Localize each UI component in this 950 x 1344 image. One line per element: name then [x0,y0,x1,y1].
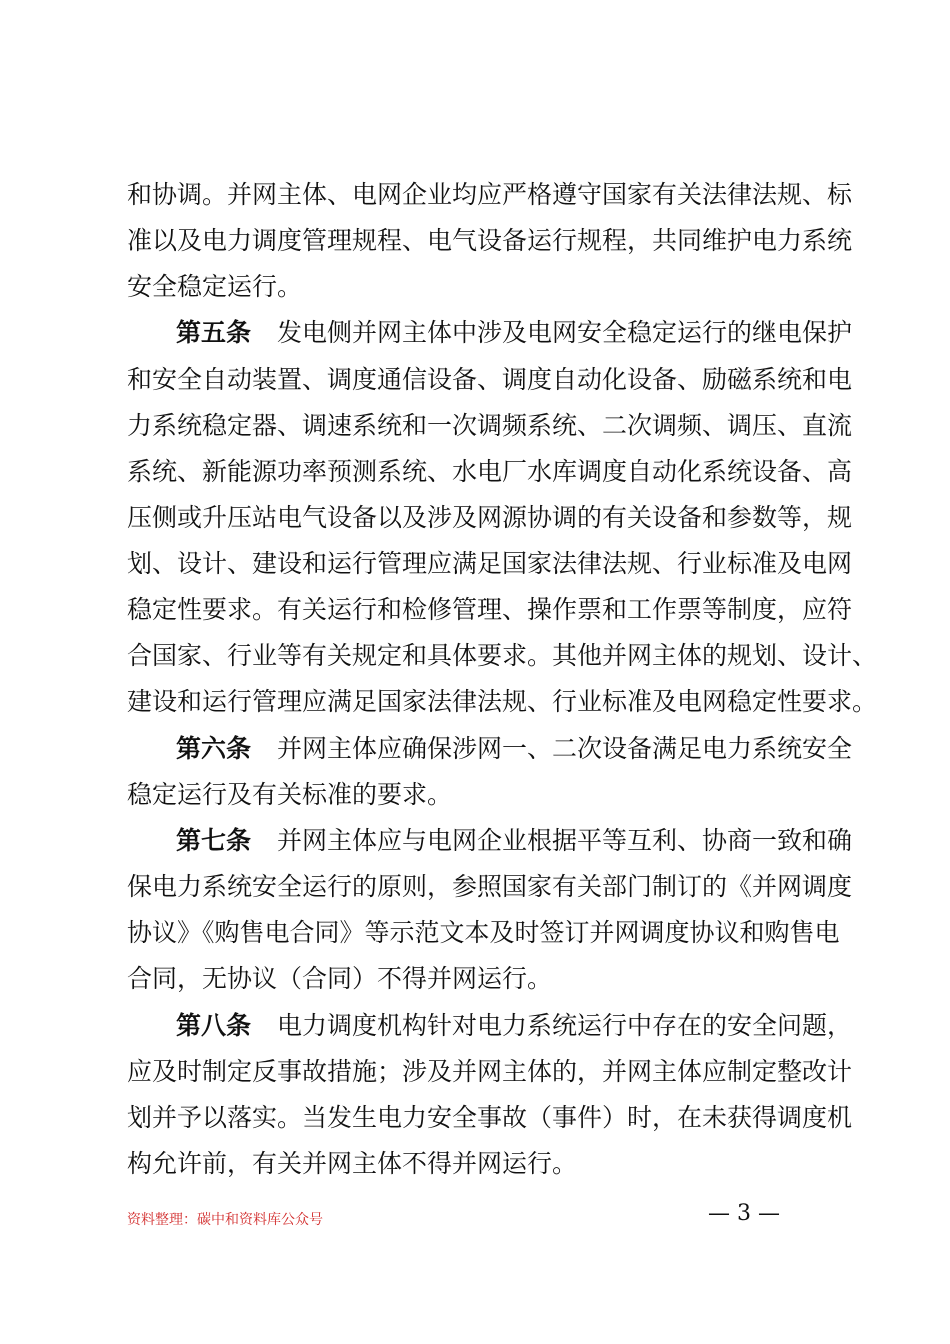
body-line: 协议》《购售电合同》等示范文本及时签订并网调度协议和购售电 [127,918,840,947]
body-line: 构允许前，有关并网主体不得并网运行。 [127,1149,578,1178]
page-number: — 3 — [708,1201,780,1226]
body-line: 和安全自动装置、调度通信设备、调度自动化设备、励磁系统和电 [127,365,853,394]
body-text: 电力调度机构针对电力系统运行中存在的安全问题， [277,1011,853,1040]
article-seven-heading: 第七条 [176,826,252,855]
footer-source-note: 资料整理：碳中和资料库公众号 [127,1212,323,1228]
body-line: 和协调。并网主体、电网企业均应严格遵守国家有关法律法规、标 [127,180,853,209]
article-eight-first-line [176,1003,853,1049]
body-line: 应及时制定反事故措施；涉及并网主体的，并网主体应制定整改计 [127,1057,853,1086]
body-line: 力系统稳定器、调速系统和一次调频系统、二次调频、调压、直流 [127,411,853,440]
body-line: 压侧或升压站电气设备以及涉及网源协调的有关设备和参数等，规 [127,503,853,532]
body-line: 保电力系统安全运行的原则，参照国家有关部门制订的《并网调度 [127,872,853,901]
body-text: 并网主体应确保涉网一、二次设备满足电力系统安全 [277,734,853,763]
article-five-heading: 第五条 [176,318,252,347]
article-seven-first-line [176,818,853,864]
body-line: 准以及电力调度管理规程、电气设备运行规程，共同维护电力系统 [127,226,853,255]
body-line: 划并予以落实。当发生电力安全事故（事件）时，在未获得调度机 [127,1103,853,1132]
body-line: 合国家、行业等有关规定和具体要求。其他并网主体的规划、设计、 [127,641,878,670]
article-five-first-line [176,310,853,356]
article-six-heading: 第六条 [176,734,252,763]
body-line: 合同，无协议（合同）不得并网运行。 [127,964,553,993]
article-eight-heading: 第八条 [176,1011,252,1040]
article-six-first-line [176,726,853,772]
body-line: 稳定运行及有关标准的要求。 [127,780,453,809]
body-line: 系统、新能源功率预测系统、水电厂水库调度自动化系统设备、高 [127,457,853,486]
body-line: 划、设计、建设和运行管理应满足国家法律法规、行业标准及电网 [127,549,853,578]
body-text: 并网主体应与电网企业根据平等互利、协商一致和确 [277,826,853,855]
body-line: 稳定性要求。有关运行和检修管理、操作票和工作票等制度，应符 [127,595,853,624]
body-text: 发电侧并网主体中涉及电网安全稳定运行的继电保护 [277,318,853,347]
body-line: 安全稳定运行。 [127,272,303,301]
body-line: 建设和运行管理应满足国家法律法规、行业标准及电网稳定性要求。 [127,687,878,716]
